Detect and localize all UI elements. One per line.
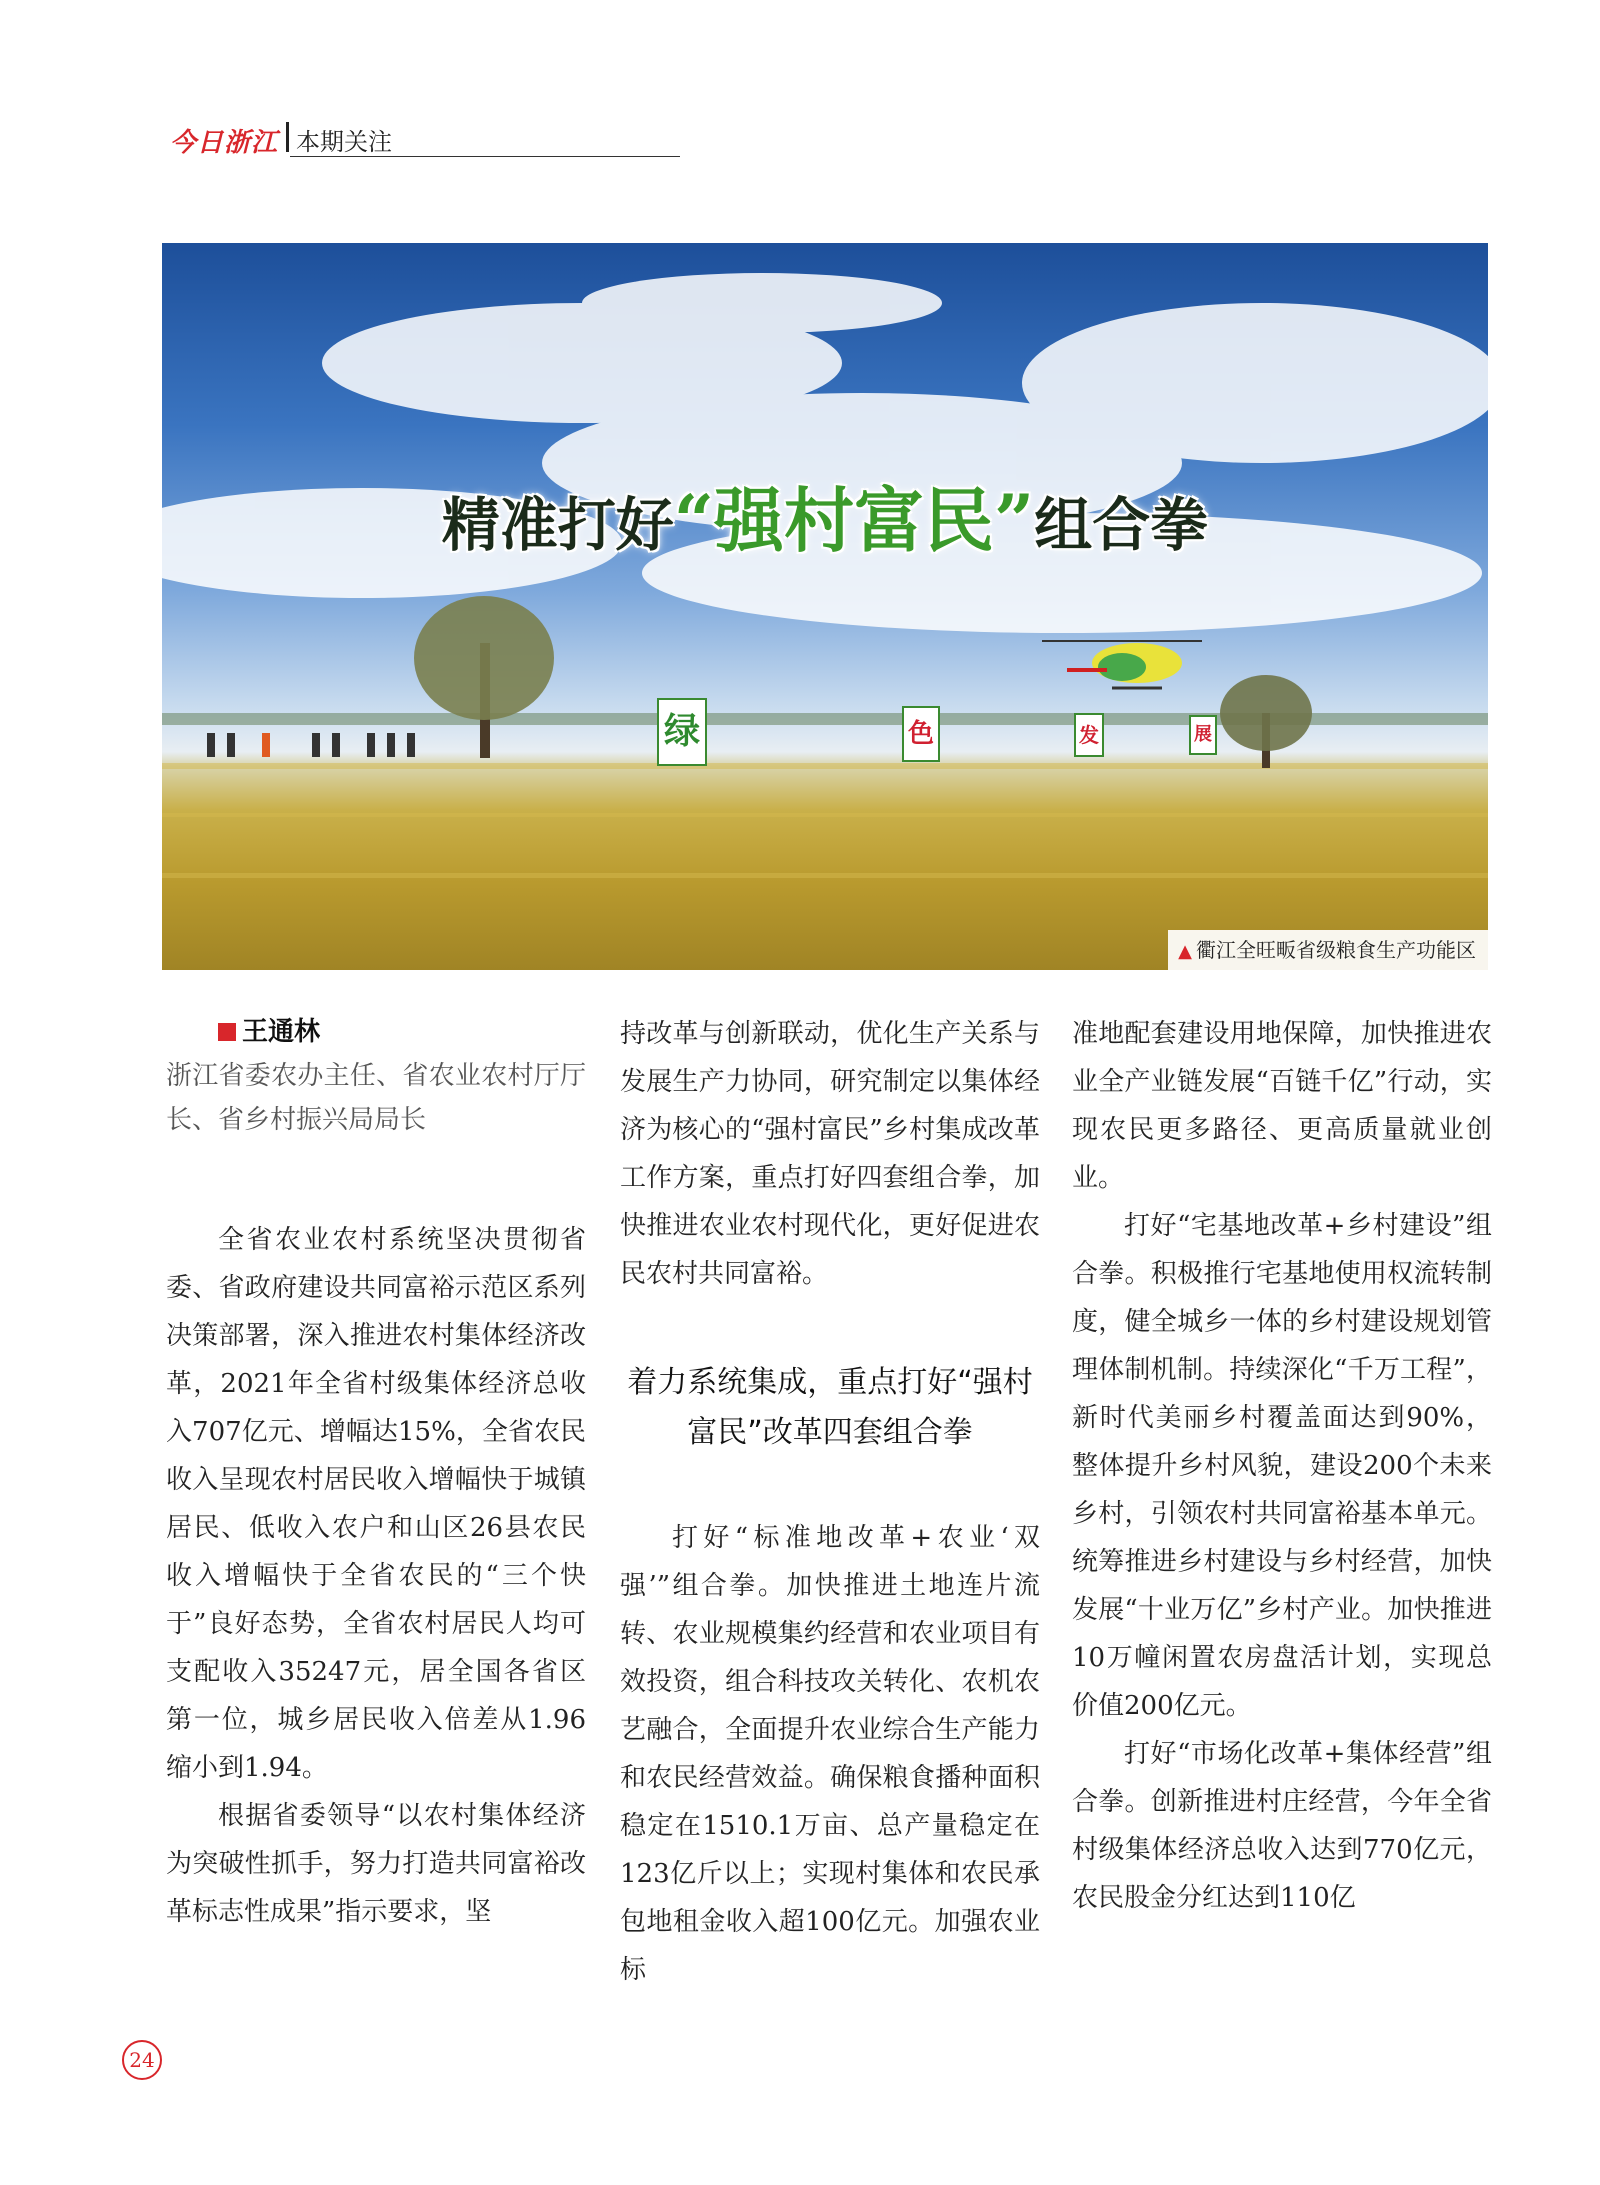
paragraph: 准地配套建设用地保障，加快推进农业全产业链发展“百链千亿”行动，实现农民更多路径、更高质量就业创业。 bbox=[1072, 1019, 1492, 1193]
page-number: 24 bbox=[122, 2040, 162, 2080]
column-3 bbox=[1072, 1010, 1492, 1922]
column-2 bbox=[620, 1010, 1040, 1994]
sign-develop: 发 bbox=[1074, 713, 1104, 757]
magazine-logo: 今日浙江 bbox=[170, 128, 279, 158]
caption-triangle-icon: ▲ bbox=[1178, 941, 1192, 962]
photo-caption bbox=[1168, 930, 1488, 970]
paragraph: 全省农业农村系统坚决贯彻省委、省政府建设共同富裕示范区系列决策部署，深入推进农村集体经济改革，2021年全省村级集体经济总收入707亿元、增幅达15%，全省农民收入呈现农村居民收入增幅快于城镇居民、低收入农户和山区26县农民收入增幅快于全省农民的“三个快于”良好态势，全省农村居民人均可支配收入35247元，居全国各省区第一位，城乡居民收入倍差从1.96缩小到1.94。 bbox=[166, 1225, 586, 1783]
hero-title bbox=[162, 465, 1488, 566]
subheading: 着力系统集成，重点打好“强村富民”改革四套组合拳 bbox=[627, 1365, 1033, 1450]
page-header bbox=[170, 118, 510, 158]
author-bio: 浙江省委农办主任、省农业农村厅厅长、省乡村振兴局局长 bbox=[166, 1061, 586, 1135]
hero-title-highlight: “强村富民” bbox=[673, 479, 1035, 562]
paragraph: 根据省委领导“以农村集体经济为突破性抓手，努力打造共同富裕改革标志性成果”指示要求，坚 bbox=[166, 1801, 586, 1927]
hero-title-before: 精准打好 bbox=[441, 491, 674, 559]
hero-photo bbox=[162, 243, 1488, 970]
hero-title-after: 组合拳 bbox=[1034, 491, 1209, 559]
paragraph: 打好“市场化改革+集体经营”组合拳。创新推进村庄经营，今年全省村级集体经济总收入达到770亿元，农民股金分红达到110亿 bbox=[1072, 1739, 1492, 1913]
sign-green: 绿 bbox=[657, 698, 707, 766]
author-name bbox=[166, 1010, 586, 1054]
sign-color: 色 bbox=[902, 706, 940, 762]
column-1 bbox=[166, 1010, 586, 1936]
section-label: 本期关注 bbox=[296, 128, 392, 156]
sign-expand: 展 bbox=[1189, 715, 1217, 755]
paragraph: 持改革与创新联动，优化生产关系与发展生产力协同，研究制定以集体经济为核心的“强村富民”乡村集成改革工作方案，重点打好四套组合拳，加快推进农业农村现代化，更好促进农民农村共同富裕。 bbox=[620, 1019, 1040, 1289]
author-marker-icon bbox=[218, 1023, 236, 1041]
header-divider bbox=[286, 122, 289, 152]
header-rule bbox=[290, 156, 680, 157]
paragraph: 打好“宅基地改革+乡村建设”组合拳。积极推行宅基地使用权流转制度，健全城乡一体的乡村建设规划管理体制机制。持续深化“千万工程”，新时代美丽乡村覆盖面达到90%，整体提升乡村风貌，建设200个未来乡村，引领农村共同富裕基本单元。统筹推进乡村建设与乡村经营，加快发展“十业万亿”乡村产业。加快推进10万幢闲置农房盘活计划，实现总价值200亿元。 bbox=[1072, 1211, 1492, 1721]
hero-scene bbox=[162, 243, 1488, 970]
paragraph: 打好“标准地改革+农业‘双强’”组合拳。加快推进土地连片流转、农业规模集约经营和农业项目有效投资，组合科技攻关转化、农机农艺融合，全面提升农业综合生产能力和农民经营效益。确保粮食播种面积稳定在1510.1万亩、总产量稳定在123亿斤以上；实现村集体和农民承包地租金收入超100亿元。加强农业标 bbox=[620, 1523, 1040, 1985]
author-name-text: 王通林 bbox=[242, 1017, 321, 1047]
caption-text: 衢江全旺畈省级粮食生产功能区 bbox=[1196, 938, 1476, 962]
